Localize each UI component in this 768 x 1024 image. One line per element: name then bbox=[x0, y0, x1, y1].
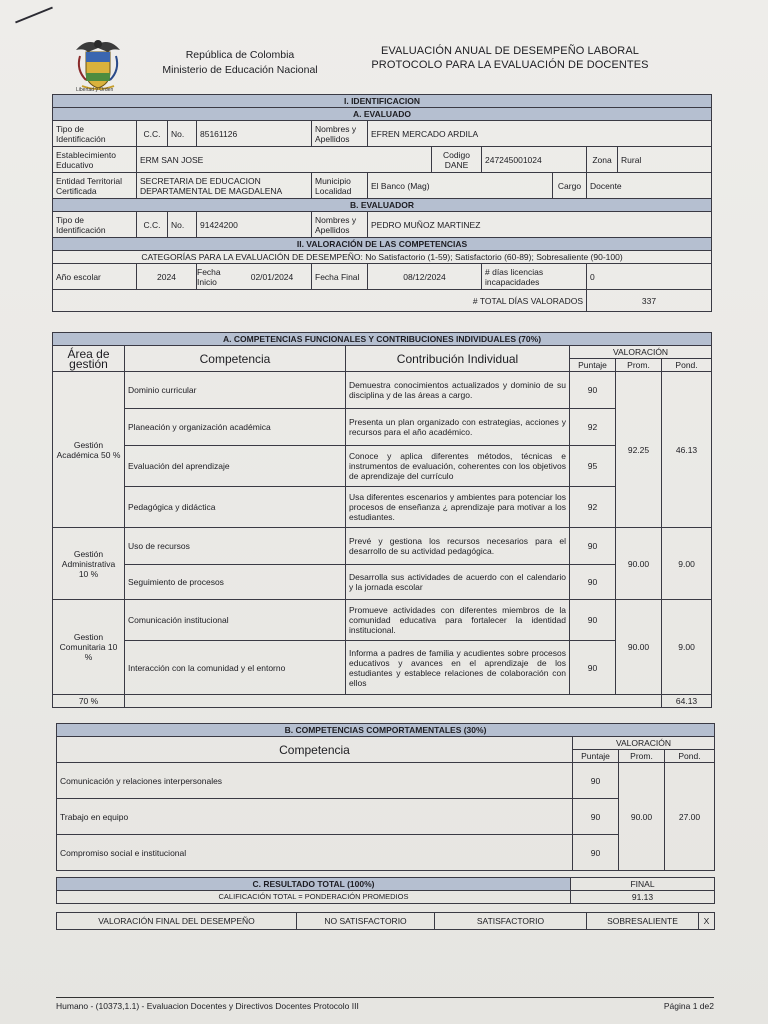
issuer-ministry: Ministerio de Educación Nacional bbox=[162, 64, 318, 76]
fecha-inicio-label: Fecha Inicio bbox=[197, 266, 221, 287]
competencia-cell: Dominio curricular bbox=[125, 372, 346, 409]
puntaje-cell: 90 bbox=[570, 641, 616, 695]
page-footer bbox=[56, 997, 714, 1011]
competencia-cell: Planeación y organización académica bbox=[125, 409, 346, 446]
rating-selected-mark: X bbox=[699, 913, 715, 930]
footer-document-ref: Humano - (10373,1.1) - Evaluacion Docentes y Directivos Docentes Protocolo III bbox=[56, 1001, 359, 1011]
behavioral-col-pond: Pond. bbox=[665, 750, 715, 763]
area-pond: 46.13 bbox=[662, 372, 712, 528]
evaluador-nombres-label: Nombres y Apellidos bbox=[312, 212, 368, 238]
document-title: EVALUACIÓN ANUAL DE DESEMPEÑO LABORAL bbox=[381, 45, 639, 57]
behavioral-competencia-cell: Comunicación y relaciones interpersonales bbox=[57, 763, 573, 799]
col-contribucion-header: Contribución Individual bbox=[346, 346, 570, 372]
table-row bbox=[57, 835, 715, 871]
result-title: C. RESULTADO TOTAL (100%) bbox=[57, 878, 571, 891]
entidad-value: SECRETARIA DE EDUCACION DEPARTAMENTAL DE MAGDALENA bbox=[137, 173, 312, 199]
pen-mark bbox=[15, 7, 53, 24]
entidad-label: Entidad Territorial Certificada bbox=[53, 173, 137, 199]
puntaje-cell: 95 bbox=[570, 446, 616, 487]
puntaje-cell: 90 bbox=[570, 528, 616, 565]
behavioral-competencies-table bbox=[56, 723, 715, 871]
tipo-id-label: Tipo de Identificación bbox=[53, 121, 137, 147]
contribucion-cell: Informa a padres de familia y acudientes sobre procesos educativos y avances en el aprendizaje de los estudiantes y establece relaciones de colaboración con ellos bbox=[346, 641, 570, 695]
fecha-inicio-cell bbox=[197, 264, 312, 290]
municipio-label: Municipio Localidad bbox=[312, 173, 368, 199]
area-name: Gestion Comunitaria 10 % bbox=[53, 600, 125, 695]
contribucion-cell: Demuestra conocimientos actualizados y dominio de su disciplina y de las áreas a cargo. bbox=[346, 372, 570, 409]
col-area-header: Área de gestión bbox=[53, 346, 125, 372]
contribucion-cell: Prevé y gestiona los recursos necesarios para el desarrollo de su actividad pedagógica. bbox=[346, 528, 570, 565]
total-result-table bbox=[56, 877, 715, 904]
identification-table bbox=[52, 94, 712, 312]
behavioral-prom: 90.00 bbox=[619, 763, 665, 871]
zona-value: Rural bbox=[618, 147, 712, 173]
functional-competencies-table bbox=[52, 332, 712, 708]
rating-sobresaliente: SOBRESALIENTE bbox=[587, 913, 699, 930]
table-row bbox=[53, 372, 712, 409]
table-row bbox=[53, 600, 712, 641]
competencia-cell: Comunicación institucional bbox=[125, 600, 346, 641]
codigo-dane-value: 247245001024 bbox=[482, 147, 587, 173]
area-pond: 9.00 bbox=[662, 528, 712, 600]
functional-total-spacer bbox=[125, 695, 662, 708]
puntaje-cell: 90 bbox=[570, 372, 616, 409]
puntaje-cell: 90 bbox=[570, 565, 616, 600]
cargo-value: Docente bbox=[587, 173, 712, 199]
establecimiento-value: ERM SAN JOSE bbox=[137, 147, 432, 173]
col-valoracion-header: VALORACIÓN bbox=[570, 346, 712, 359]
contribucion-cell: Promueve actividades con diferentes miembros de la comunidad educativa para fortalecer la identidad institucional. bbox=[346, 600, 570, 641]
evaluador-tipo-id-value: C.C. bbox=[137, 212, 168, 238]
behavioral-competencia-cell: Compromiso social e institucional bbox=[57, 835, 573, 871]
categorias-text: CATEGORÍAS PARA LA EVALUACIÓN DE DESEMPEÑO: No Satisfactorio (1-59); Satisfactorio (60-89); Sobresaliente (90-100) bbox=[53, 251, 712, 264]
table-row bbox=[53, 487, 712, 528]
behavioral-puntaje-cell: 90 bbox=[573, 835, 619, 871]
fecha-inicio-value: 02/01/2024 bbox=[250, 271, 294, 282]
nombres-label: Nombres y Apellidos bbox=[312, 121, 368, 147]
competencia-cell: Uso de recursos bbox=[125, 528, 346, 565]
issuer-country: República de Colombia bbox=[185, 49, 295, 61]
table-row bbox=[53, 409, 712, 446]
behavioral-pond: 27.00 bbox=[665, 763, 715, 871]
total-dias-label: # TOTAL DÍAS VALORADOS bbox=[53, 290, 587, 312]
document-subtitle: PROTOCOLO PARA LA EVALUACIÓN DE DOCENTES bbox=[371, 59, 649, 71]
anio-value: 2024 bbox=[137, 264, 197, 290]
col-competencia-header: Competencia bbox=[125, 346, 346, 372]
behavioral-col-puntaje: Puntaje bbox=[573, 750, 619, 763]
cargo-label: Cargo bbox=[553, 173, 587, 199]
fecha-final-value: 08/12/2024 bbox=[368, 264, 482, 290]
competencia-cell: Interacción con la comunidad y el entorno bbox=[125, 641, 346, 695]
behavioral-col-prom: Prom. bbox=[619, 750, 665, 763]
final-rating-table bbox=[56, 912, 715, 930]
zona-label: Zona bbox=[587, 147, 618, 173]
area-prom: 90.00 bbox=[616, 600, 662, 695]
col-pond-header: Pond. bbox=[662, 359, 712, 372]
licencias-label: # días licencias incapacidades bbox=[482, 264, 587, 290]
evaluador-no-value: 91424200 bbox=[197, 212, 312, 238]
functional-total-value: 64.13 bbox=[662, 695, 712, 708]
rating-satisfactorio: SATISFACTORIO bbox=[435, 913, 587, 930]
section-identificacion-title: I. IDENTIFICACION bbox=[53, 95, 712, 108]
municipio-value: El Banco (Mag) bbox=[368, 173, 553, 199]
functional-title: A. COMPETENCIAS FUNCIONALES Y CONTRIBUCIONES INDIVIDUALES (70%) bbox=[53, 333, 712, 346]
table-row bbox=[53, 528, 712, 565]
document-title-block bbox=[370, 44, 650, 72]
colombia-coat-of-arms-icon bbox=[72, 36, 124, 92]
valoracion-final-label: VALORACIÓN FINAL DEL DESEMPEÑO bbox=[57, 913, 297, 930]
table-row bbox=[57, 799, 715, 835]
puntaje-cell: 92 bbox=[570, 487, 616, 528]
puntaje-cell: 92 bbox=[570, 409, 616, 446]
competencia-cell: Pedagógica y didáctica bbox=[125, 487, 346, 528]
area-prom: 92.25 bbox=[616, 372, 662, 528]
final-label: FINAL bbox=[571, 878, 715, 891]
area-pond: 9.00 bbox=[662, 600, 712, 695]
total-dias-value: 337 bbox=[587, 290, 712, 312]
no-label: No. bbox=[168, 121, 197, 147]
evaluador-no-label: No. bbox=[168, 212, 197, 238]
evaluador-tipo-id-label: Tipo de Identificación bbox=[53, 212, 137, 238]
competencia-cell: Seguimiento de procesos bbox=[125, 565, 346, 600]
fecha-final-label: Fecha Final bbox=[312, 264, 368, 290]
col-puntaje-header: Puntaje bbox=[570, 359, 616, 372]
calificacion-value: 91.13 bbox=[571, 891, 715, 904]
functional-total-pct: 70 % bbox=[53, 695, 125, 708]
area-prom: 90.00 bbox=[616, 528, 662, 600]
evaluador-nombres-value: PEDRO MUÑOZ MARTINEZ bbox=[368, 212, 712, 238]
section-valoracion-title: II. VALORACIÓN DE LAS COMPETENCIAS bbox=[53, 238, 712, 251]
behavioral-col-competencia: Competencia bbox=[57, 737, 573, 763]
section-evaluador-title: B. EVALUADOR bbox=[53, 199, 712, 212]
crest-motto: Libertad y Orden bbox=[76, 87, 114, 93]
puntaje-cell: 90 bbox=[570, 600, 616, 641]
table-row bbox=[53, 446, 712, 487]
area-name: Gestión Académica 50 % bbox=[53, 372, 125, 528]
area-name: Gestión Administrativa 10 % bbox=[53, 528, 125, 600]
rating-no-satisfactorio: NO SATISFACTORIO bbox=[297, 913, 435, 930]
contribucion-cell: Conoce y aplica diferentes métodos, técnicas e instrumentos de evaluación, coherentes con los objetivos de aprendizaje del currículo bbox=[346, 446, 570, 487]
footer-page-number: Página 1 de2 bbox=[663, 1001, 714, 1011]
behavioral-puntaje-cell: 90 bbox=[573, 763, 619, 799]
contribucion-cell: Usa diferentes escenarios y ambientes para potenciar los procesos de enseñanza ¿ aprendizaje para motivar a los estudiantes. bbox=[346, 487, 570, 528]
section-evaluado-title: A. EVALUADO bbox=[53, 108, 712, 121]
anio-label: Año escolar bbox=[53, 264, 137, 290]
issuer-block bbox=[150, 48, 330, 78]
behavioral-puntaje-cell: 90 bbox=[573, 799, 619, 835]
behavioral-title: B. COMPETENCIAS COMPORTAMENTALES (30%) bbox=[57, 724, 715, 737]
licencias-value: 0 bbox=[587, 264, 712, 290]
competencia-cell: Evaluación del aprendizaje bbox=[125, 446, 346, 487]
contribucion-cell: Presenta un plan organizado con estrategias, acciones y recursos para el año académico. bbox=[346, 409, 570, 446]
table-row bbox=[53, 641, 712, 695]
codigo-dane-label: Codigo DANE bbox=[432, 147, 482, 173]
table-row bbox=[57, 763, 715, 799]
establecimiento-label: Establecimiento Educativo bbox=[53, 147, 137, 173]
calificacion-label: CALIFICACIÓN TOTAL = PONDERACIÓN PROMEDIOS bbox=[57, 891, 571, 904]
col-prom-header: Prom. bbox=[616, 359, 662, 372]
tipo-id-value: C.C. bbox=[137, 121, 168, 147]
behavioral-competencia-cell: Trabajo en equipo bbox=[57, 799, 573, 835]
nombres-value: EFREN MERCADO ARDILA bbox=[368, 121, 712, 147]
behavioral-col-valoracion: VALORACIÓN bbox=[573, 737, 715, 750]
table-row bbox=[53, 565, 712, 600]
contribucion-cell: Desarrolla sus actividades de acuerdo con el calendario y la jornada escolar bbox=[346, 565, 570, 600]
no-value: 85161126 bbox=[197, 121, 312, 147]
